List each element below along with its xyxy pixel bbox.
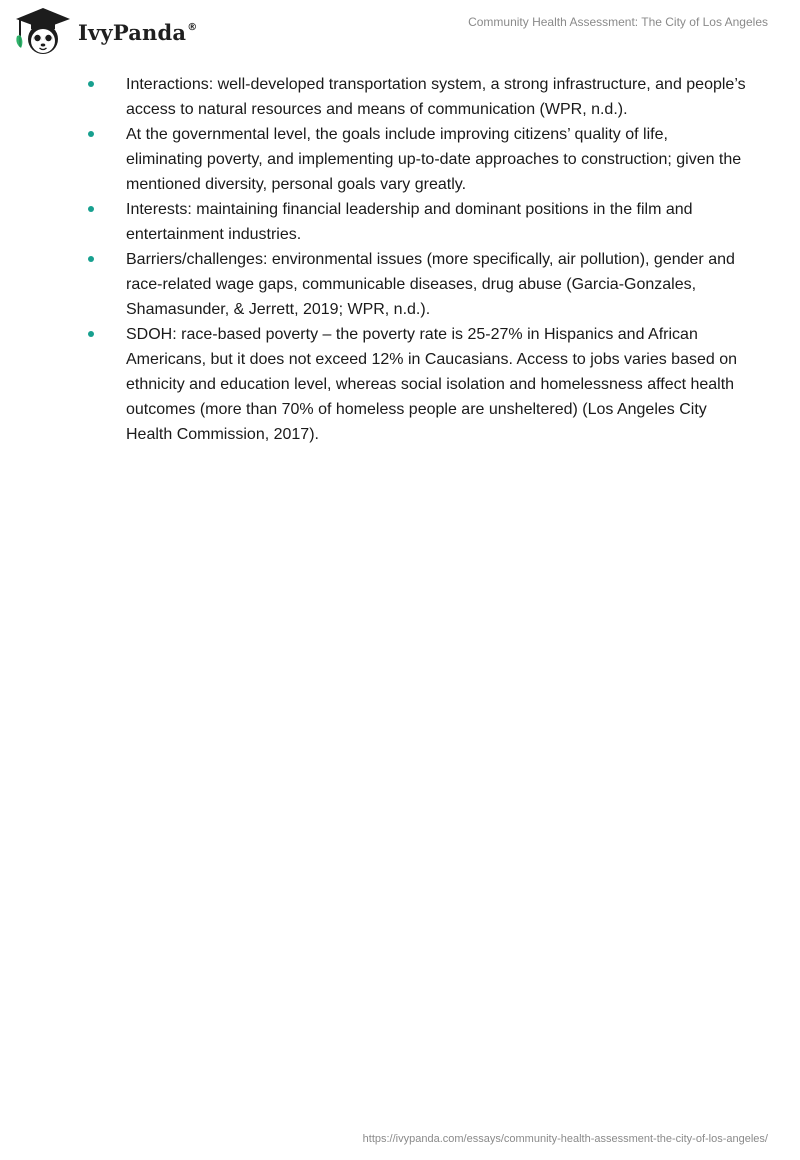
list-item-text: Barriers/challenges: environmental issues (more specifically, air pollution), gender and race-related wage gaps, communicable diseases, drug abuse (Garcia-Gonzales, Shamasunder, & Jerrett, 2019; WPR, n.d.). xyxy=(126,251,735,318)
ivypanda-logo[interactable] xyxy=(14,6,197,56)
list-item xyxy=(88,72,748,122)
list-item-text: SDOH: race-based poverty – the poverty rate is 25-27% in Hispanics and African Americans, but it does not exceed 12% in Caucasians. Access to jobs varies based on ethnicity and education level, whereas social isolation and homelessness affect health outcomes (more than 70% of homeless people are unsheltered) (Los Angeles City Health Commission, 2017). xyxy=(126,326,738,443)
bullet-list xyxy=(88,72,748,447)
footer-url-link[interactable]: https://ivypanda.com/essays/community-health-assessment-the-city-of-los-angeles/ xyxy=(362,1133,768,1145)
brand-name: IvyPanda® xyxy=(78,19,198,45)
bullet-icon xyxy=(88,256,94,262)
page-header xyxy=(0,0,800,62)
registered-mark: ® xyxy=(187,21,198,33)
list-item-text: At the governmental level, the goals include improving citizens’ quality of life, eliminating poverty, and implementing up-to-date approaches to construction; given the mentioned diversity, personal goals vary greatly. xyxy=(126,126,742,193)
list-item xyxy=(88,247,748,322)
list-item-text: Interests: maintaining financial leadership and dominant positions in the film and entertainment industries. xyxy=(126,201,693,243)
list-item-text: Interactions: well-developed transportation system, a strong infrastructure, and people’s access to natural resources and means of communication (WPR, n.d.). xyxy=(126,76,746,118)
bullet-icon xyxy=(88,331,94,337)
list-item xyxy=(88,122,748,197)
bullet-icon xyxy=(88,131,94,137)
list-item xyxy=(88,197,748,247)
document-title: Community Health Assessment: The City of Los Angeles xyxy=(468,15,768,29)
list-item xyxy=(88,322,748,447)
bullet-icon xyxy=(88,206,94,212)
panda-graduate-icon xyxy=(14,6,72,56)
bullet-icon xyxy=(88,81,94,87)
